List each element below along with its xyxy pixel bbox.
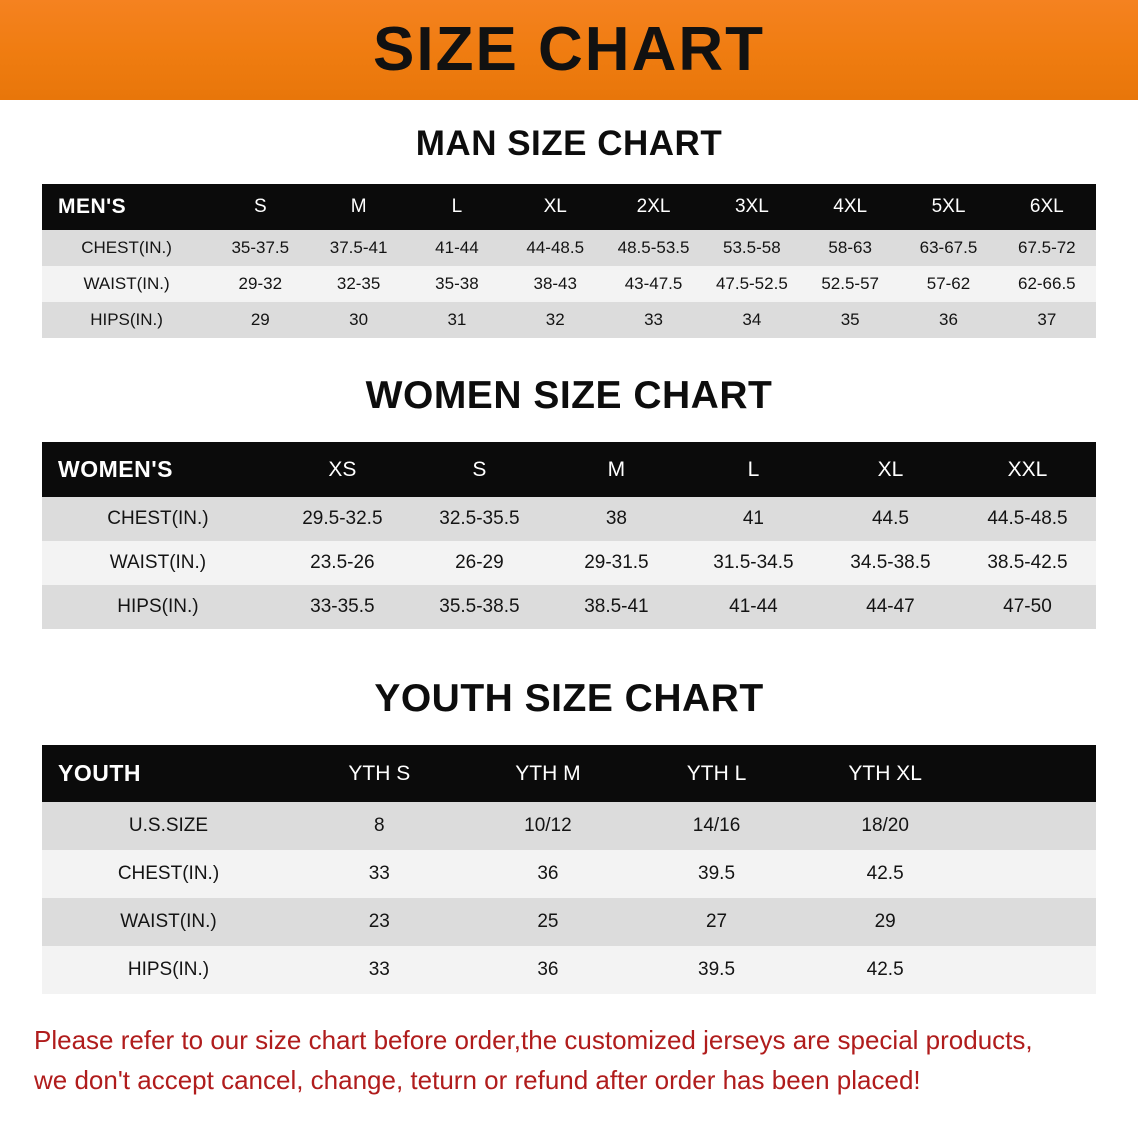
cell: 41-44 [408,230,506,266]
cell: 30 [309,302,407,338]
cell: 41 [685,497,822,541]
man-table-header-row [42,184,1096,230]
cell: 33 [295,850,464,898]
man-header-size: L [451,196,463,217]
cell: 38-43 [506,266,604,302]
row-label: CHEST(IN.) [42,850,295,898]
table-row [42,497,1096,541]
youth-header-size: YTH L [686,761,747,785]
table-row [42,585,1096,629]
youth-table-header-row [42,745,1096,802]
cell: 14/16 [632,802,801,850]
cell: 36 [464,850,633,898]
women-header-size: XS [328,457,357,481]
cell: 23.5-26 [274,541,411,585]
table-row [42,302,1096,338]
man-header-label: MEN'S [58,195,127,218]
cell: 36 [464,946,633,994]
women-header-size: M [607,457,626,481]
cell: 38.5-42.5 [959,541,1096,585]
man-header-size: S [253,196,267,217]
row-label: HIPS(IN.) [42,302,211,338]
cell: 36 [899,302,997,338]
cell: 44.5 [822,497,959,541]
cell: 34.5-38.5 [822,541,959,585]
cell: 27 [632,898,801,946]
man-size-table [42,184,1096,338]
cell: 25 [464,898,633,946]
youth-header-spacer [969,745,1096,802]
man-header-size: 6XL [1029,196,1064,217]
man-header-size: 5XL [931,196,966,217]
youth-header-size: YTH M [515,761,581,785]
cell: 33 [295,946,464,994]
cell: 26-29 [411,541,548,585]
cell: 29 [801,898,970,946]
row-label: HIPS(IN.) [42,946,295,994]
cell: 52.5-57 [801,266,899,302]
man-section-heading: MAN SIZE CHART [415,124,723,163]
cell: 62-66.5 [998,266,1096,302]
youth-header-label: YOUTH [58,760,141,786]
women-header-size: XL [877,457,904,481]
cell: 29 [211,302,309,338]
cell: 29.5-32.5 [274,497,411,541]
women-table-header-row [42,442,1096,497]
women-header-size: L [747,457,760,481]
cell: 42.5 [801,850,970,898]
disclaimer-line-2: we don't accept cancel, change, teturn or refund after order has been placed! [34,1065,921,1096]
cell: 35-37.5 [211,230,309,266]
cell: 35.5-38.5 [411,585,548,629]
banner [0,0,1138,100]
cell: 42.5 [801,946,970,994]
row-label: WAIST(IN.) [42,898,295,946]
table-row [42,898,1096,946]
banner-title: SIZE CHART [373,15,765,84]
table-row [42,541,1096,585]
cell: 47-50 [959,585,1096,629]
women-header-label: WOMEN'S [58,456,174,482]
youth-header-size: YTH S [348,761,411,785]
row-label: HIPS(IN.) [42,585,274,629]
women-header-size: XXL [1007,457,1048,481]
cell-spacer [969,946,1096,994]
man-table-wrap [0,184,1138,338]
man-header-size: M [350,196,367,217]
cell: 37.5-41 [309,230,407,266]
disclaimer-line-1: Please refer to our size chart before order,the customized jerseys are special products, [34,1025,1033,1055]
cell: 39.5 [632,850,801,898]
cell: 35 [801,302,899,338]
row-label: WAIST(IN.) [42,541,274,585]
man-header-size: XL [543,196,567,217]
cell: 10/12 [464,802,633,850]
cell: 31 [408,302,506,338]
cell: 63-67.5 [899,230,997,266]
table-row [42,850,1096,898]
cell: 48.5-53.5 [604,230,702,266]
cell: 43-47.5 [604,266,702,302]
table-row [42,266,1096,302]
cell: 31.5-34.5 [685,541,822,585]
youth-section-heading: YOUTH SIZE CHART [374,677,764,720]
cell: 57-62 [899,266,997,302]
cell: 47.5-52.5 [703,266,801,302]
cell: 34 [703,302,801,338]
cell: 32 [506,302,604,338]
row-label: WAIST(IN.) [42,266,211,302]
cell: 67.5-72 [998,230,1096,266]
man-header-size: 4XL [833,196,868,217]
cell: 44.5-48.5 [959,497,1096,541]
cell: 37 [998,302,1096,338]
women-table-wrap [0,442,1138,629]
table-row [42,802,1096,850]
cell: 38.5-41 [548,585,685,629]
table-row [42,946,1096,994]
cell: 53.5-58 [703,230,801,266]
cell: 44-47 [822,585,959,629]
cell: 39.5 [632,946,801,994]
youth-table-wrap [0,745,1138,994]
cell: 29-31.5 [548,541,685,585]
cell: 35-38 [408,266,506,302]
row-label: U.S.SIZE [42,802,295,850]
row-label: CHEST(IN.) [42,497,274,541]
women-header-size: S [472,457,487,481]
cell-spacer [969,898,1096,946]
cell: 44-48.5 [506,230,604,266]
cell: 8 [295,802,464,850]
man-header-size: 2XL [636,196,671,217]
disclaimer-note [34,1020,1104,1101]
man-header-size: 3XL [734,196,769,217]
cell: 32.5-35.5 [411,497,548,541]
cell: 33-35.5 [274,585,411,629]
women-section-heading: WOMEN SIZE CHART [365,374,773,417]
cell-spacer [969,850,1096,898]
cell-spacer [969,802,1096,850]
row-label: CHEST(IN.) [42,230,211,266]
cell: 33 [604,302,702,338]
cell: 38 [548,497,685,541]
cell: 18/20 [801,802,970,850]
cell: 23 [295,898,464,946]
youth-header-size: YTH XL [848,761,922,785]
youth-size-table [42,745,1096,994]
women-size-table [42,442,1096,629]
table-row [42,230,1096,266]
cell: 58-63 [801,230,899,266]
cell: 29-32 [211,266,309,302]
cell: 41-44 [685,585,822,629]
cell: 32-35 [309,266,407,302]
